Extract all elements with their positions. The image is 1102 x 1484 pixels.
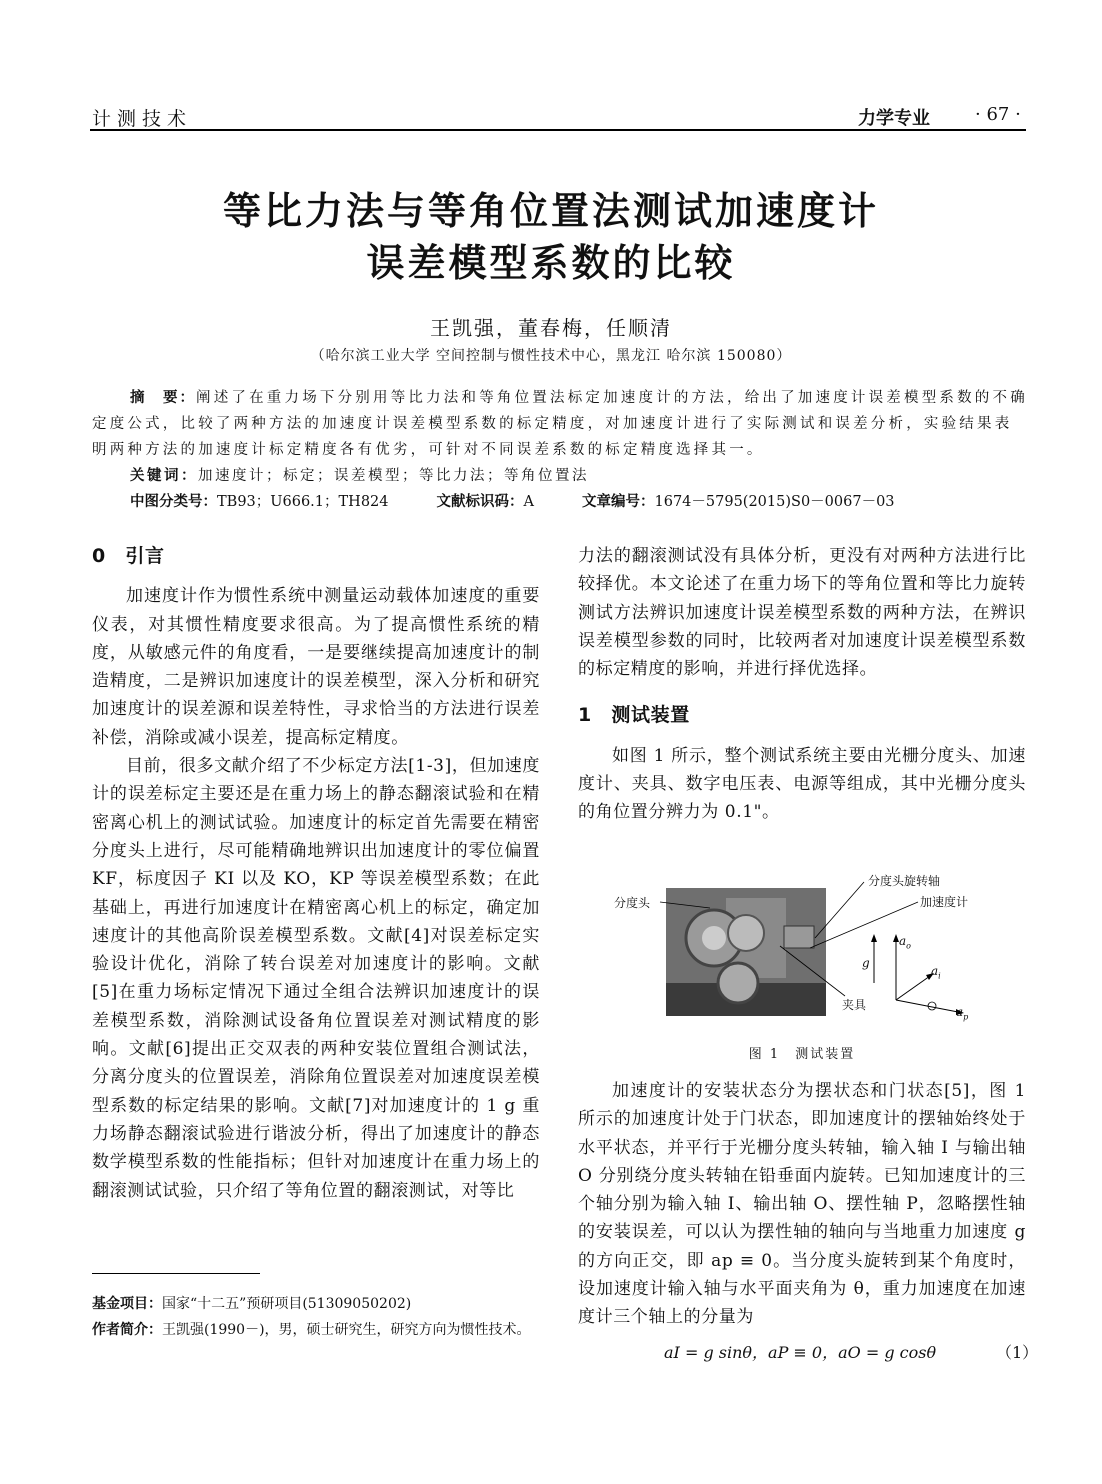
right-column-top (578, 542, 1026, 827)
abstract-label: 摘 要： (130, 390, 196, 406)
fund-label: 基金项目： (92, 1296, 162, 1312)
section-1-heading: 1 测试装置 (578, 704, 690, 727)
keywords-text: 加速度计；标定；误差模型；等比力法；等角位置法 (198, 468, 589, 484)
title-line-1: 等比力法与等角位置法测试加速度计 (222, 189, 879, 233)
label-indexing-head: 分度头 (614, 896, 651, 910)
paragraph-intro-2: 目前，很多文献介绍了不少标定方法[1-3]，但加速度计的误差标定主要还是在重力场上的静态翻滚试验和在精密离心机上的测试试验。加速度计的标定首先需要在精密分度头上进行，尽可能精确地辨识出加速度计的零位偏置 KF，标度因子 KI 以及 KO，KP 等误差模型系数；在此基础上，再进行加速度计在精密离心机上的标定，确定加速度计的其他高阶误差模型系数。文献[4]对误差标定实验设计优化，消除了转台误差对加速度计的影响。文献[5]在重力场标定情况下通过全组合法辨识加速度计的误差模型系数，消除测试设备角位置误差对测试精度的影响。文献[6]提出正交双表的两种安装位置组合测试法，分离分度头的位置误差，消除角位置误差对加速度误差模型系数的标定结果的影响。文献[7]对加速度计的 1 g 重力场静态翻滚试验进行谐波分析，得出了加速度计的静态数学模型系数的性能指标；但针对加速度计在重力场上的翻滚测试试验，只介绍了等角位置的翻滚测试，对等比 (92, 756, 540, 1201)
figure-leader-lines (640, 878, 1000, 1028)
doc-code-label: 文献标识码： (436, 494, 524, 510)
right-column-bottom (578, 1077, 1026, 1332)
equation-1: aI = g sinθ，aP ≡ 0，aO = g cosθ (664, 1343, 937, 1362)
label-accelerometer: 加速度计 (920, 895, 969, 909)
clc-value: TB93；U666.1；TH824 (217, 494, 389, 510)
authors: 王凯强，董春梅，任顺清 (430, 316, 672, 340)
paragraph-setup: 如图 1 所示，整个测试系统主要由光栅分度头、加速度计、夹具、数字电压表、电源等组成，其中光栅分度头的角位置分辨力为 0.1"。 (578, 745, 1026, 823)
gravity-label: g (862, 956, 870, 970)
header-rule (90, 129, 1026, 131)
doc-code-value: A (523, 494, 534, 510)
journal-section: 计测技术 (92, 108, 193, 130)
section-0-heading: 0 引言 (92, 545, 165, 567)
article-number-label: 文章编号： (582, 494, 655, 510)
abstract-text: 阐述了在重力场下分别用等比力法和等角位置法标定加速度计的方法，给出了加速度计误差模型系数的不确定度公式，比较了两种方法的加速度计误差模型系数的标定精度，对加速度计进行了实际测试和误差分析，实验结果表明两种方法的加速度计标定精度各有优劣，可针对不同误差系数的标定精度选择其一。 (92, 390, 1028, 458)
footnote-rule (92, 1273, 260, 1274)
axis-ao-label: $a_o$ (899, 934, 911, 951)
keywords (130, 464, 589, 485)
axis-ap-label: $a_p$ (956, 1005, 969, 1022)
author-bio-label: 作者简介： (92, 1322, 162, 1338)
axis-ai-label: $a_i$ (931, 964, 941, 981)
classification-line (130, 490, 895, 511)
abstract (92, 385, 1028, 463)
clc-label: 中图分类号： (130, 494, 217, 510)
label-head-axis: 分度头旋转轴 (868, 874, 941, 888)
header-category: 力学专业 (858, 108, 930, 129)
label-clamp: 夹具 (842, 998, 867, 1012)
footnote-fund (92, 1292, 542, 1316)
fund-text: 国家“十二五”预研项目(51309050202) (162, 1296, 412, 1312)
figure-caption: 图 1 测试装置 (748, 1047, 856, 1062)
left-column (92, 542, 540, 1205)
equation-number: （1） (996, 1343, 1039, 1362)
article-number-value: 1674－5795(2015)S0－0067－03 (654, 494, 895, 510)
title-line-2: 误差模型系数的比较 (366, 241, 736, 285)
keywords-label: 关键词： (130, 468, 198, 484)
paragraph-intro-cont: 力法的翻滚测试没有具体分析，更没有对两种方法进行比较择优。本文论述了在重力场下的等角位置和等比力旋转测试方法辨识加速度计误差模型系数的两种方法，在辨识误差模型参数的同时，比较两者对加速度计误差模型系数的标定精度的影响，并进行择优选择。 (578, 546, 1026, 680)
footnote-author (92, 1318, 542, 1342)
paragraph-mounting: 加速度计的安装状态分为摆状态和门状态[5]，图 1 所示的加速度计处于门状态，即加速度计的摆轴始终处于水平状态，并平行于光栅分度头转轴，输入轴 I 与输出轴 O 分别绕分度头转轴在铅垂面内旋转。已知加速度计的三个轴分别为输入轴 I、输出轴 O、摆性轴 P，忽略摆性轴的安装误差，可以认为摆性轴的轴向与当地重力加速度 g 的方向正交，即 ap ≡ 0。当分度头旋转到某个角度时，设加速度计输入轴与水平面夹角为 θ，重力加速度在加速度计三个轴上的分量为 (578, 1081, 1026, 1328)
page-number: · 67 · (975, 104, 1021, 125)
author-bio-text: 王凯强(1990－)，男，硕士研究生，研究方向为惯性技术。 (162, 1322, 531, 1338)
paragraph-intro-1: 加速度计作为惯性系统中测量运动载体加速度的重要仪表，对其惯性精度要求很高。为了提高惯性系统的精度，从敏感元件的角度看，一是要继续提高加速度计的制造精度，二是辨识加速度计的误差模型，深入分析和研究加速度计的误差源和误差特性，寻求恰当的方法进行误差补偿，消除或减小误差，提高标定精度。 (92, 586, 540, 748)
affiliation: （哈尔滨工业大学 空间控制与惯性技术中心，黑龙江 哈尔滨 150080） (310, 348, 792, 364)
